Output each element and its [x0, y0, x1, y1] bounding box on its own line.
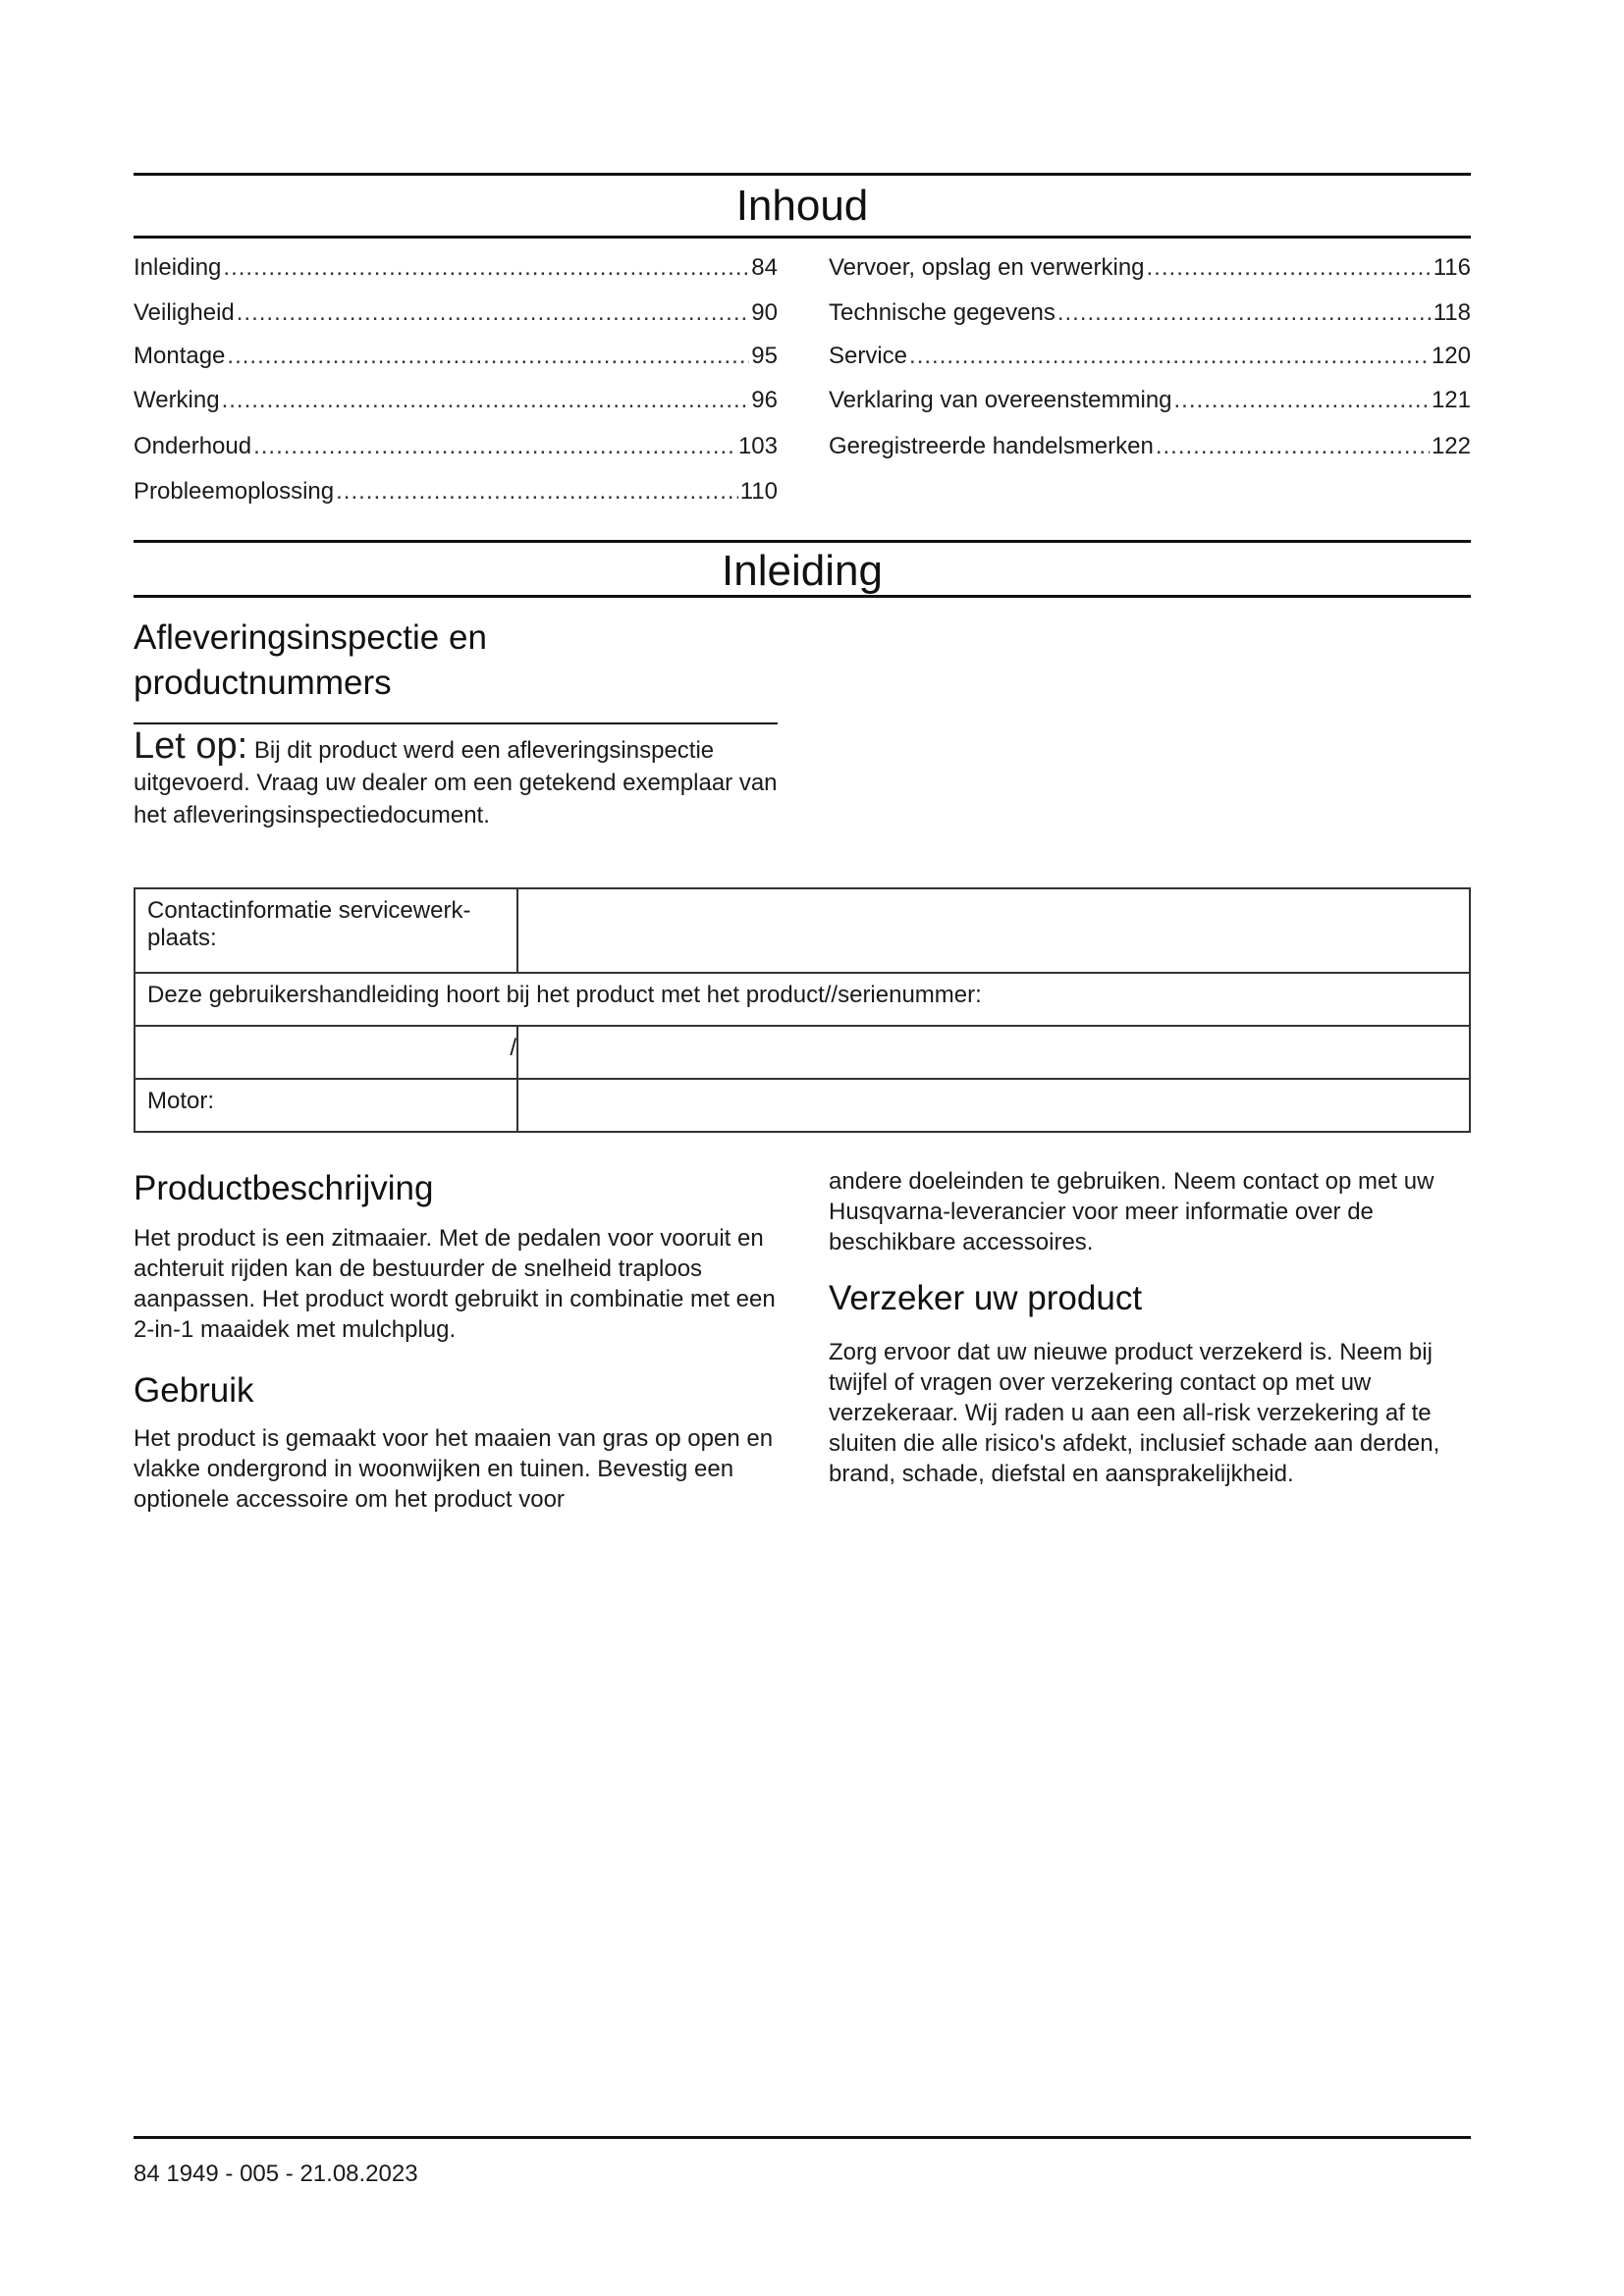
toc-entry-inleiding[interactable]: Inleiding ..... 84 [134, 253, 778, 283]
toc-title: Inhoud [735, 182, 869, 230]
serial-separator: / [510, 1035, 516, 1061]
intro-title: Inleiding [722, 547, 883, 595]
motor-label-cell: Motor: [135, 1079, 517, 1132]
use-heading: Gebruik [134, 1371, 254, 1410]
toc-entry-service[interactable]: Service ..... 120 [829, 342, 1471, 371]
toc-bottom-rule [134, 236, 1471, 239]
manual-page [134, 0, 1471, 2296]
serial-separator-cell[interactable] [135, 1026, 517, 1079]
description-heading: Productbeschrijving [134, 1169, 434, 1207]
insure-text: Zorg ervoor dat uw nieuwe product verzekerd is. Neem bij twijfel of vragen over verzekering contact op met uw verzekeraar. Wij raden u aan een all-risk verzekering af te sluiten die alle risico's afdekt, inclusief schade aan derden, brand, schade, diefstal en aansprakelijkheid. [829, 1339, 1440, 1487]
toc-entry-verklaring[interactable]: Verklaring van overeenstemming ..... 121 [829, 386, 1471, 415]
intro-top-rule [134, 540, 1471, 543]
delivery-note [134, 725, 782, 831]
motor-value-cell[interactable] [517, 1079, 1470, 1132]
toc-entry-technische-gegevens[interactable]: Technische gegevens ..... 118 [829, 298, 1471, 328]
footer-text: 84 1949 - 005 - 21.08.2023 [134, 2161, 418, 2187]
toc-entry-handelsmerken[interactable]: Geregistreerde handelsmerken ..... 122 [829, 432, 1471, 461]
toc-entry-probleemoplossing[interactable]: Probleemoplossing ..... 110 [134, 477, 778, 507]
note-lead: Let op: [134, 725, 248, 767]
toc-entry-onderhoud[interactable]: Onderhoud ..... 103 [134, 432, 778, 461]
toc-entry-montage[interactable]: Montage ..... 95 [134, 342, 778, 371]
manual-product-cell: Deze gebruikershandleiding hoort bij het product met het product//serienummer: [135, 973, 1470, 1026]
note-text: Bij dit product werd een afleveringsinspectie uitgevoerd. Vraag uw dealer om een getekend exemplaar van het afleveringsinspectiedocument. [134, 737, 778, 828]
toc-entry-vervoer[interactable]: Vervoer, opslag en verwerking ..... 116 [829, 253, 1471, 283]
toc-entry-veiligheid[interactable]: Veiligheid ..... 90 [134, 298, 778, 328]
footer-rule [134, 2136, 1471, 2139]
delivery-heading-rule [134, 722, 778, 724]
serial-number-cell[interactable] [517, 1026, 1470, 1079]
insure-heading: Verzeker uw product [829, 1279, 1143, 1317]
intro-bottom-rule [134, 595, 1471, 598]
toc-entry-werking[interactable]: Werking ..... 96 [134, 386, 778, 415]
toc-top-rule [134, 173, 1471, 176]
use-text-part1: Het product is gemaakt voor het maaien van gras op open en vlakke ondergrond in woonwijken en tuinen. Bevestig een optionele accessoire om het product voor [134, 1425, 774, 1513]
description-text: Het product is een zitmaaier. Met de pedalen voor vooruit en achteruit rijden kan de bestuurder de snelheid traploos aanpassen. Het product wordt gebruikt in combinatie met een 2-in-1 maaidek met mulchplug. [134, 1225, 776, 1343]
delivery-inspection-heading: Afleveringsinspectie en productnummers [134, 618, 487, 702]
product-info-table [134, 887, 1471, 1133]
contact-value-cell[interactable] [517, 888, 1470, 973]
contact-label-cell: Contactinformatie servicewerk-plaats: [135, 888, 517, 973]
use-text-part2: andere doeleinden te gebruiken. Neem contact op met uw Husqvarna-leverancier voor meer informatie over de beschikbare accessoires. [829, 1168, 1435, 1255]
